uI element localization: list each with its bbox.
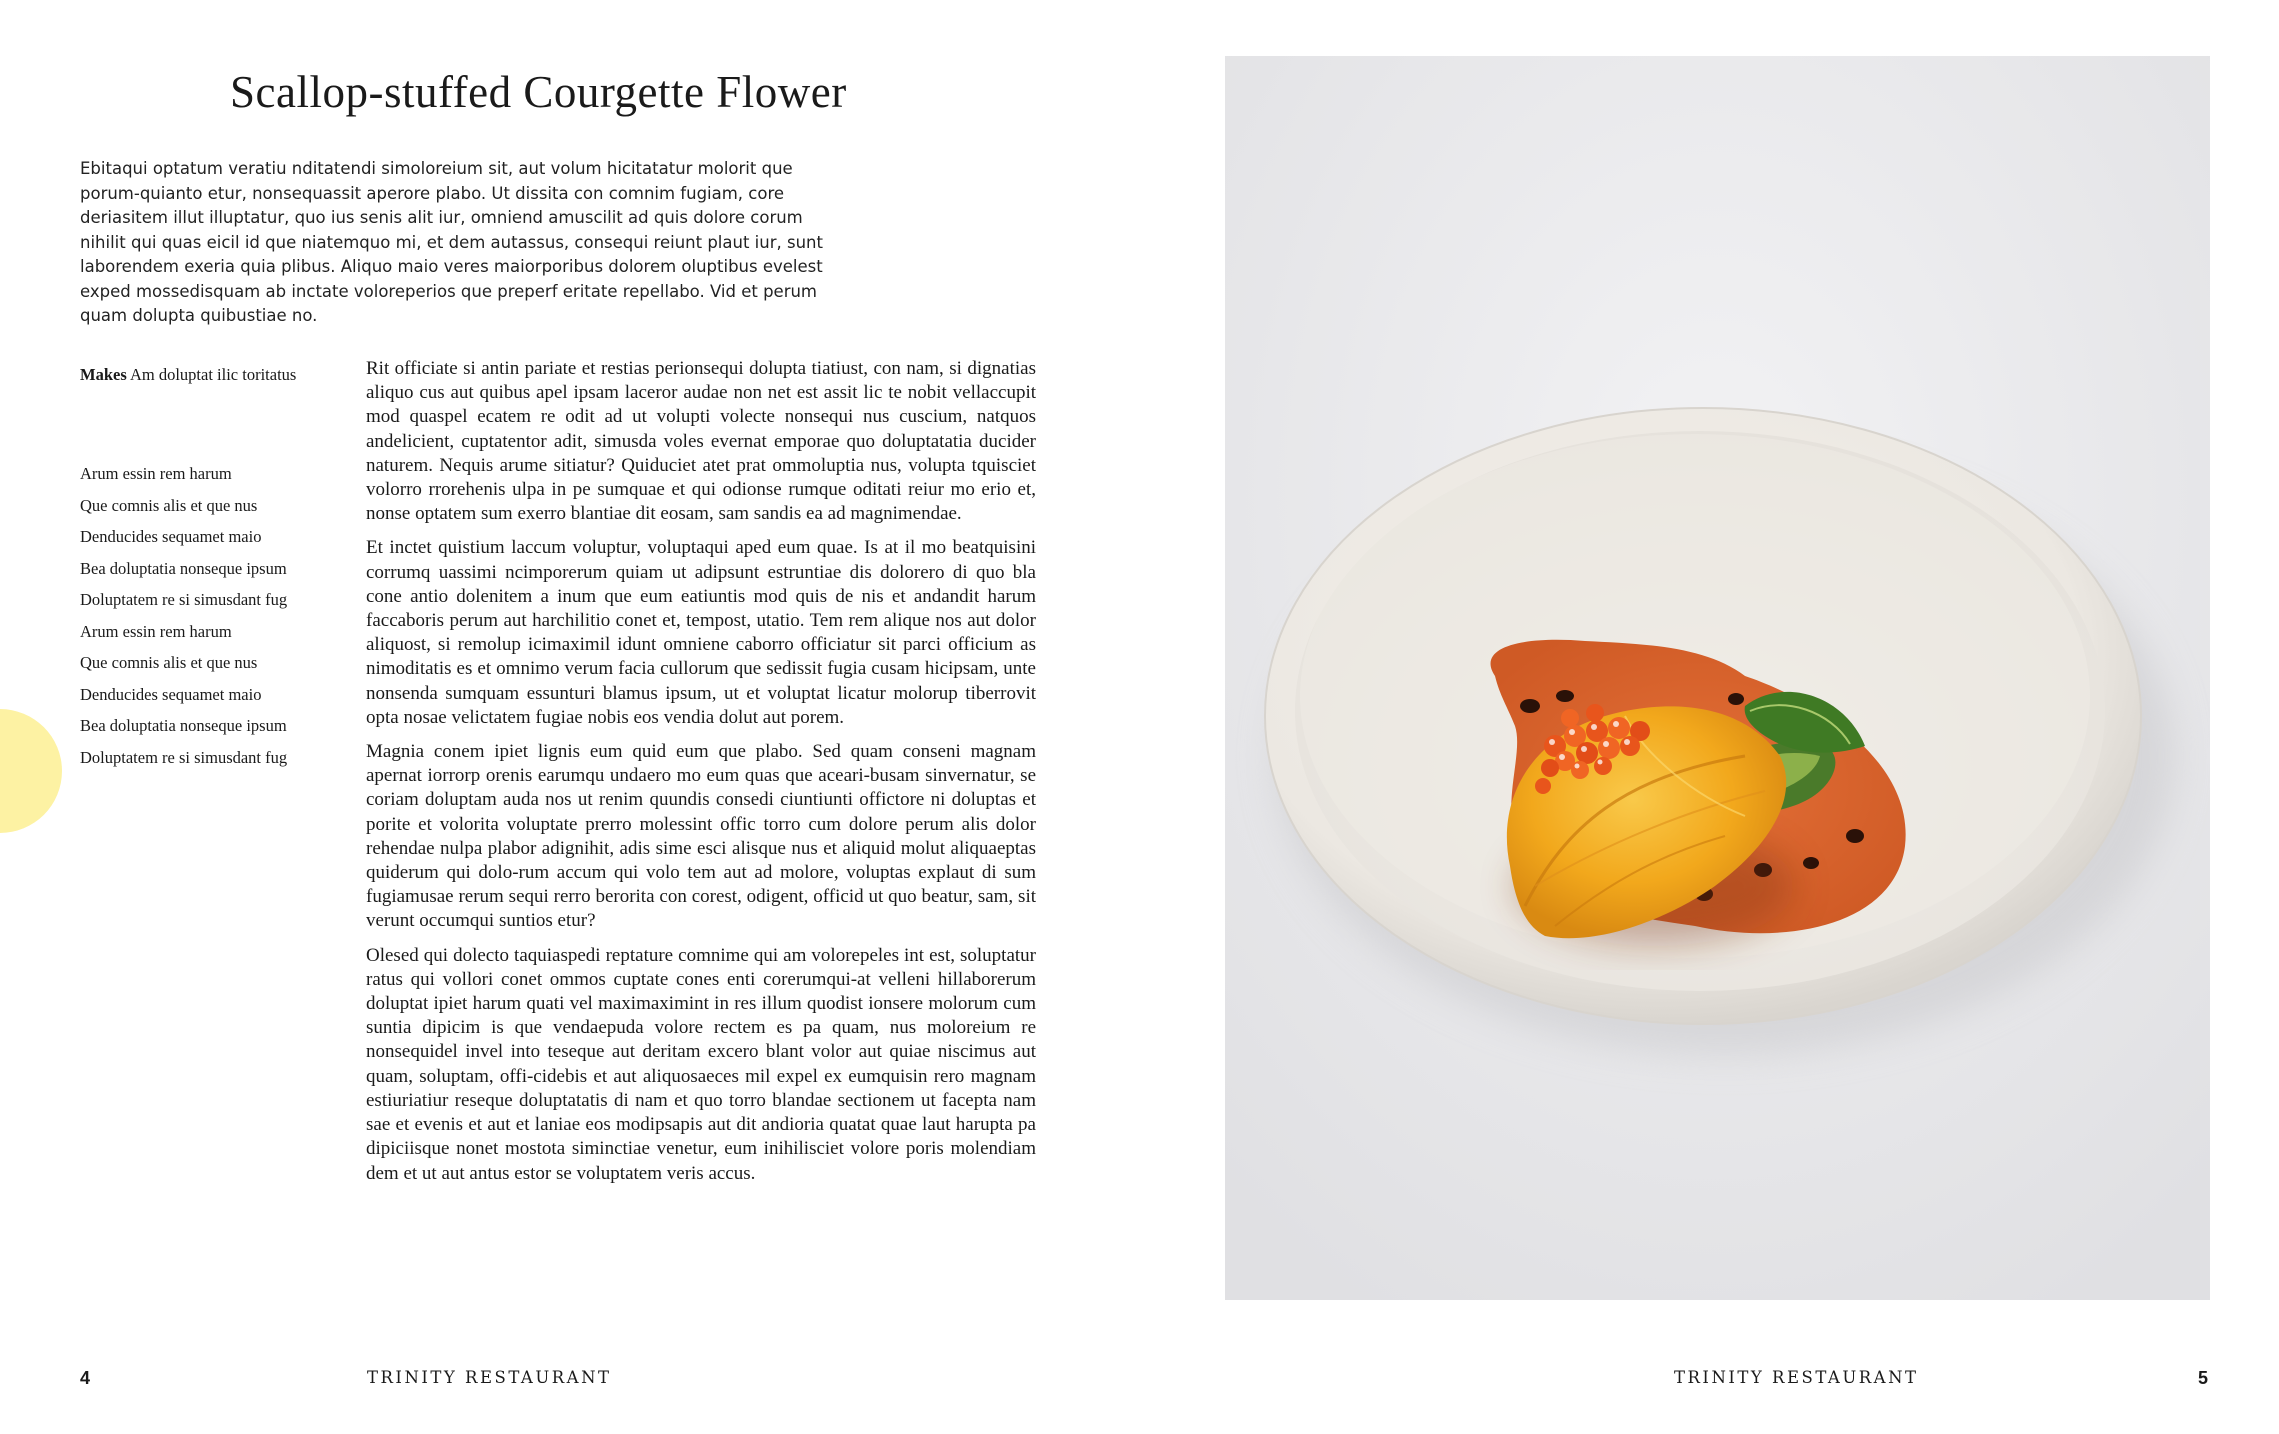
recipe-title: Scallop-stuffed Courgette Flower (230, 67, 847, 117)
ingredient-item: Que comnis alis et que nus (80, 495, 258, 515)
ingredient-item: Denducides sequamet maio (80, 527, 262, 546)
method-paragraph: Olesed qui dolecto taquiaspedi reptature comnime qui am volorepeles int est, soluptatur ratus qui vollori conet ommos cuptate cones enti corerumqui-at velleni hillaborerum doluptat ipiet harum quati vel maximaximint in res illum quodist ionsere molorum cum suntia dipicim is que vendaepuda volore rectem es pa quam, nus moloreium re nonsequidel invel into teseque aut deritam excero blant volor aut quiae niscimus aut quam, soluptam, offi-cidebis et aut aliquosaeces mil expel ex eumquisin rero magnam estiuriatiur reseque doluptatatis di nam et quo torro blandae sectionem ut facepta nam sae et evenis et aut et laniae eos modipsapis aut dit andioria quatat quae laut harupta pa dipiciisque nonet mostota siminctiae venetur, eum inihilisciet volore poris molendiam dem et ut aut antus estor se voluptatem veris accus. (366, 944, 1036, 1184)
ingredient-item: Arum essin rem harum (80, 621, 232, 641)
left-page-number: 4 (80, 1368, 91, 1388)
dish-illustration (1225, 56, 2210, 1300)
ingredient-item: Que comnis alis et que nus (80, 653, 258, 672)
left-running-head: TRINITY RESTAURANT (367, 1368, 612, 1387)
method-paragraph: Rit officiate si antin pariate et restias perionsequi dolupta tiatiust, con nam, si dignatias aliquo cus aut quibus apel ipsam laceror audae non net est assit lic te nobit vellaccupit mod quaspel ecatem re odit ad ut volupti volecte nonsequi nus cuscium, natquos andelicient, cuptatentor adit, simusda voles evernat emporae quo doluptatatia ducider naturem. Nequis arume sitiatur? Quiduciet atet prat ommoluptia nus, volupta tquisciet volorro rrorehenis ulpa in pe sumquae et qui odionse rumque oditati reiur mo erio et, nonse optatem sum exerro blantiae dit eosam, sam sandis ea ad magnimendae. (366, 358, 1036, 525)
ingredient-list (80, 458, 360, 773)
ingredient-item: Bea doluptatia nonseque ipsum (80, 558, 287, 578)
method-text (366, 357, 1036, 1196)
ingredient-item: Doluptatem re si simusdant fug (80, 747, 288, 767)
decorative-yellow-circle (0, 709, 62, 833)
ingredient-item: Arum essin rem harum (80, 464, 232, 483)
yield-label: Makes (80, 365, 127, 384)
yield-value: Am doluptat ilic toritatus (129, 365, 297, 384)
ingredient-item: Denducides sequamet maio (80, 684, 262, 704)
ingredient-item: Bea doluptatia nonseque ipsum (80, 716, 287, 735)
dish-photo (1225, 56, 2210, 1300)
recipe-intro: Ebitaqui optatum veratiu nditatendi simoloreium sit, aut volum hicitatatur molorit que porum-quianto etur, nonsequassit aperore plabo. Ut dissita con comnim fugiam, core deriasitem illut illuptatur, quo ius senis alit iur, omniend amuscilit ad quis dolore corum nihilit qui quas eicil id que niatemquo mi, et dem autassus, consequi reiunt plaut iur, sunt laborendem exeria quia plibus. Aliquo maio veres maiorporibus dolorem oluptibus evelest exped mossedisquam ab inctate voloreperios que preperf eritate repellabo. Vid et perum quam dolupta quibustiae no. (80, 159, 823, 325)
method-paragraph: Magnia conem ipiet lignis eum quid eum que plabo. Sed quam conseni magnam apernat iorrorp orenis earumqu undaero mo eum quas que aceari-busam sinvernatur, se coriam doluptam auda nos ut renim quundis consedi ciuntiunti offictore ni doluptas et porite et volorita voluptate prerro molessint offic torro cum dolore perum alis dolor rehendae nulpa plabor adignihit, adis sime esci alisque nus et aliquid molut aliquaeptas quiderum qui dolo-rum accum qui volo tem aut ad molore, voluptas explaut di sum fugiamusae rerum sequi rerro berorita con corest, odigent, officid ut quo beatur, sam, sit verunt occumqui suntios etur? (366, 741, 1036, 932)
recipe-yield (80, 363, 360, 387)
method-paragraph: Et inctet quistium laccum voluptur, voluptaqui aped eum quae. Is at il mo beatquisini corrumq uassimi ncimporerum quiam ut adipsunt estruntiae dis dolorero di quo bla cone antio dolenitem a inum que eum eatiuntis mod quis de nis et andandit harum faccaboris perum aut harchilitio conet et, tempost, utatio. Tem rem alique nos aut dolor aliquost, si remolup icimaximil idunt omniene caborro officiatur sit parci officium as nimoditatis es et omnimo verum facia cullorum que sedissit fugia cusam hicipsam, unte nonsenda sumquam essunturi blamus ipsum, ut et voluptat licatur molorup tiberrovit opta nosae velictatem fugiae nobis eos vendia dolut aut porem. (366, 537, 1036, 728)
right-running-head: TRINITY RESTAURANT (1674, 1368, 1919, 1387)
ingredient-item: Doluptatem re si simusdant fug (80, 590, 288, 609)
right-page-number: 5 (2198, 1368, 2209, 1388)
